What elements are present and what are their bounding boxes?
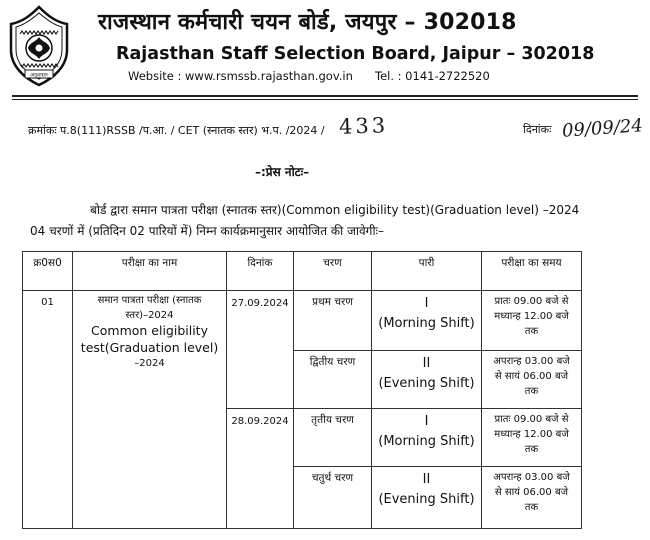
header-exam-time: परीक्षा का समय (482, 252, 582, 291)
shift-number: II (422, 472, 431, 487)
exam-name-hindi-line-1: समान पात्रता परीक्षा (स्नातक (97, 295, 202, 306)
serial-cell: 01 (23, 291, 73, 529)
rssb-emblem-logo (6, 4, 72, 88)
shift-number: II (422, 356, 431, 371)
table-header-row (23, 252, 582, 291)
shift-name: (Morning Shift) (378, 434, 475, 450)
exam-schedule-table (22, 251, 582, 529)
board-title-english: Rajasthan Staff Selection Board, Jaipur – 302018 (116, 44, 595, 64)
header-exam-name: परीक्षा का नाम (73, 252, 227, 291)
body-text-line-2: 04 चरणों में (प्रतिदिन 02 पारियों में) निम्न कार्यक्रमानुसार आयोजित की जावेगीः– (30, 224, 384, 238)
time-line-1: अपरान्ह 03.00 बजे (493, 472, 570, 483)
header-divider-thick (12, 95, 638, 97)
shift-name: (Evening Shift) (378, 376, 475, 392)
board-title-hindi: राजस्थान कर्मचारी चयन बोर्ड, जयपुर – 302018 (98, 10, 517, 35)
website-text: Website : www.rsmssb.rajasthan.gov.in (128, 69, 353, 83)
svg-text:अनुशासन: अनुशासन (30, 72, 48, 79)
time-line-2: से सायं 06.00 बजे (494, 371, 569, 382)
shift-cell (372, 291, 482, 351)
reference-number-label: क्रमांकः प.8(111)RSSB /प.आ. / CET (स्नातक स्तर) भ.प. /2024 / (28, 124, 325, 137)
shift-number: I (424, 296, 429, 311)
exam-name-english-line-1: Common eligibility (91, 323, 208, 338)
date-handwritten: 09/09/24 (561, 115, 644, 142)
shift-name: (Evening Shift) (378, 492, 475, 508)
exam-name-hindi-line-2: स्तर)–2024 (125, 309, 174, 321)
time-line-3: तक (524, 386, 539, 397)
exam-time-cell (482, 291, 582, 351)
shift-cell (372, 409, 482, 467)
shift-number: I (424, 414, 429, 429)
time-line-1: अपरान्ह 03.00 बजे (493, 356, 570, 367)
date-cell: 28.09.2024 (227, 409, 294, 529)
phase-cell: द्वितीय चरण (294, 351, 372, 409)
time-line-3: तक (524, 444, 539, 455)
phase-cell: प्रथम चरण (294, 291, 372, 351)
exam-name-year: –2024 (134, 357, 165, 369)
shift-cell (372, 351, 482, 409)
header-shift: पारी (372, 252, 482, 291)
date-label: दिनांकः (523, 123, 552, 136)
header-serial: क्र0स0 (23, 252, 73, 291)
reference-number-handwritten: 433 (338, 113, 389, 139)
time-line-1: प्रातः 09.00 बजे से (494, 414, 569, 425)
exam-name-english-line-2: test(Graduation level) (80, 339, 219, 355)
header-date: दिनांक (227, 252, 294, 291)
shift-name: (Morning Shift) (378, 316, 475, 332)
exam-time-cell (482, 351, 582, 409)
exam-name-cell (73, 291, 227, 529)
body-text-line-1: बोर्ड द्वारा समान पात्रता परीक्षा (स्नातक स्तर)(Common eligibility test)(Graduation level) –2024 (90, 203, 580, 217)
time-line-2: से सायं 06.00 बजे (494, 487, 569, 498)
shift-cell (372, 467, 482, 529)
telephone-text: Tel. : 0141-2722520 (375, 69, 490, 83)
header-phase: चरण (294, 252, 372, 291)
phase-cell: चतुर्थ चरण (294, 467, 372, 529)
phase-cell: तृतीय चरण (294, 409, 372, 467)
time-line-2: मध्यान्ह 12.00 बजे (494, 311, 569, 322)
time-line-3: तक (524, 502, 539, 513)
time-line-2: मध्यान्ह 12.00 बजे (494, 429, 569, 440)
time-line-3: तक (524, 326, 539, 337)
exam-time-cell (482, 409, 582, 467)
header-divider-thin (12, 99, 638, 100)
date-cell: 27.09.2024 (227, 291, 294, 409)
time-line-1: प्रातः 09.00 बजे से (494, 296, 569, 307)
table-row (23, 291, 582, 351)
exam-time-cell (482, 467, 582, 529)
press-note-title: –:प्रेस नोटः– (255, 165, 310, 179)
